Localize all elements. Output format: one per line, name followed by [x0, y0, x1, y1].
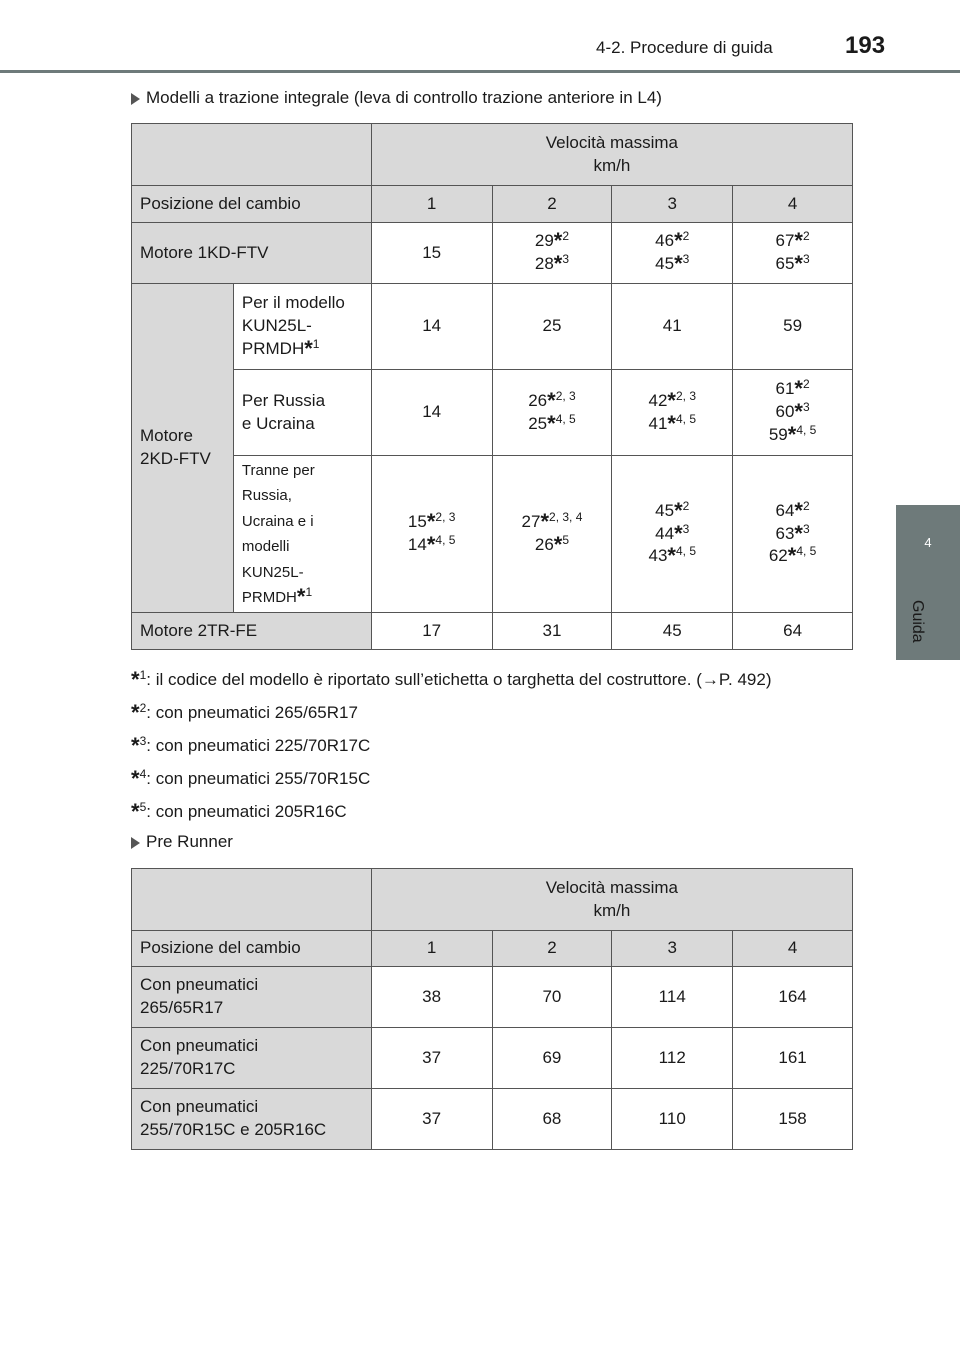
gear-header: 3: [612, 931, 733, 967]
footnotes: [131, 663, 772, 828]
section2-heading: Pre Runner: [131, 832, 233, 852]
section-title: 4-2. Procedure di guida: [596, 38, 773, 57]
gear-header: 3: [612, 186, 733, 223]
table-row: Per Russia e Ucraina 14 26*$^{2, 3}$ 25*$^{4, 5}$ 42*$^{2, 3}$ 41*$^{4, 5}$ 61*$^2$ 60*$^3$ 59*$^{4, 5}$: [132, 370, 853, 456]
table-header-speed: Velocità massima km/h: [371, 869, 852, 931]
gear-header: 4: [733, 931, 853, 967]
engine-2kd-label: Motore 2KD-FTV: [132, 284, 234, 613]
header-rule: [0, 70, 960, 73]
gear-label: Posizione del cambio: [132, 186, 372, 223]
chapter-number: 4: [924, 535, 932, 550]
page-number: 193: [845, 32, 886, 59]
gear-header: 2: [492, 186, 612, 223]
speed-table-4wd: [131, 123, 853, 650]
table-header-speed: Velocità massima km/h: [371, 124, 852, 186]
gear-header: 2: [492, 931, 612, 967]
triangle-bullet-icon: [131, 837, 140, 849]
gear-label: Posizione del cambio: [132, 931, 372, 967]
gear-header: 4: [733, 186, 853, 223]
section1-heading: Modelli a trazione integrale (leva di controllo trazione anteriore in L4): [131, 88, 662, 108]
table-row: Tranne per Russia, Ucraina e i modelli KUN25L- PRMDH*$^1$ 15*$^{2, 3}$ 14*$^{4, 5}$ 27*$^{2, 3, 4}$ 26*$^5$ 45*$^2$ 44*$^3$ 43*$^{4, 5}$ 64*$^2$ 63*$^3$ 62*$^{4, 5}$: [132, 456, 853, 613]
table-row: Con pneumatici 255/70R15C e 205R16C 37 68 110 158: [132, 1089, 853, 1150]
footnote: *$^5$: con pneumatici 205R16C: [131, 799, 347, 824]
table-row: Con pneumatici 265/65R17 38 70 114 164: [132, 967, 853, 1028]
table-corner: [132, 124, 372, 186]
table-row: Motore 2KD-FTV Per il modello KUN25L- PRMDH*$^1$ 14 25 41 59: [132, 284, 853, 370]
chapter-tab: [896, 505, 960, 660]
footnote: *$^4$: con pneumatici 255/70R15C: [131, 766, 371, 791]
footnote: *$^3$: con pneumatici 225/70R17C: [131, 733, 371, 758]
triangle-bullet-icon: [131, 93, 140, 105]
table-row: Motore 2TR-FE 17 31 45 64: [132, 613, 853, 650]
table-row: Con pneumatici 225/70R17C 37 69 112 161: [132, 1028, 853, 1089]
page-header: [0, 0, 960, 75]
speed-table-prerunner: [131, 868, 853, 1150]
footnote: *$^1$: il codice del modello è riportato sull’etichetta o targhetta del costruttore. (→P. 492): [131, 667, 772, 692]
table-corner: [132, 869, 372, 931]
gear-header: 1: [371, 931, 492, 967]
table-row: Motore 1KD-FTV 15 29*$^2$ 28*$^3$ 46*$^2$ 45*$^3$ 67*$^2$ 65*$^3$: [132, 223, 853, 284]
footnote: *$^2$: con pneumatici 265/65R17: [131, 700, 358, 725]
gear-header: 1: [371, 186, 492, 223]
chapter-label: Guida: [909, 600, 926, 643]
